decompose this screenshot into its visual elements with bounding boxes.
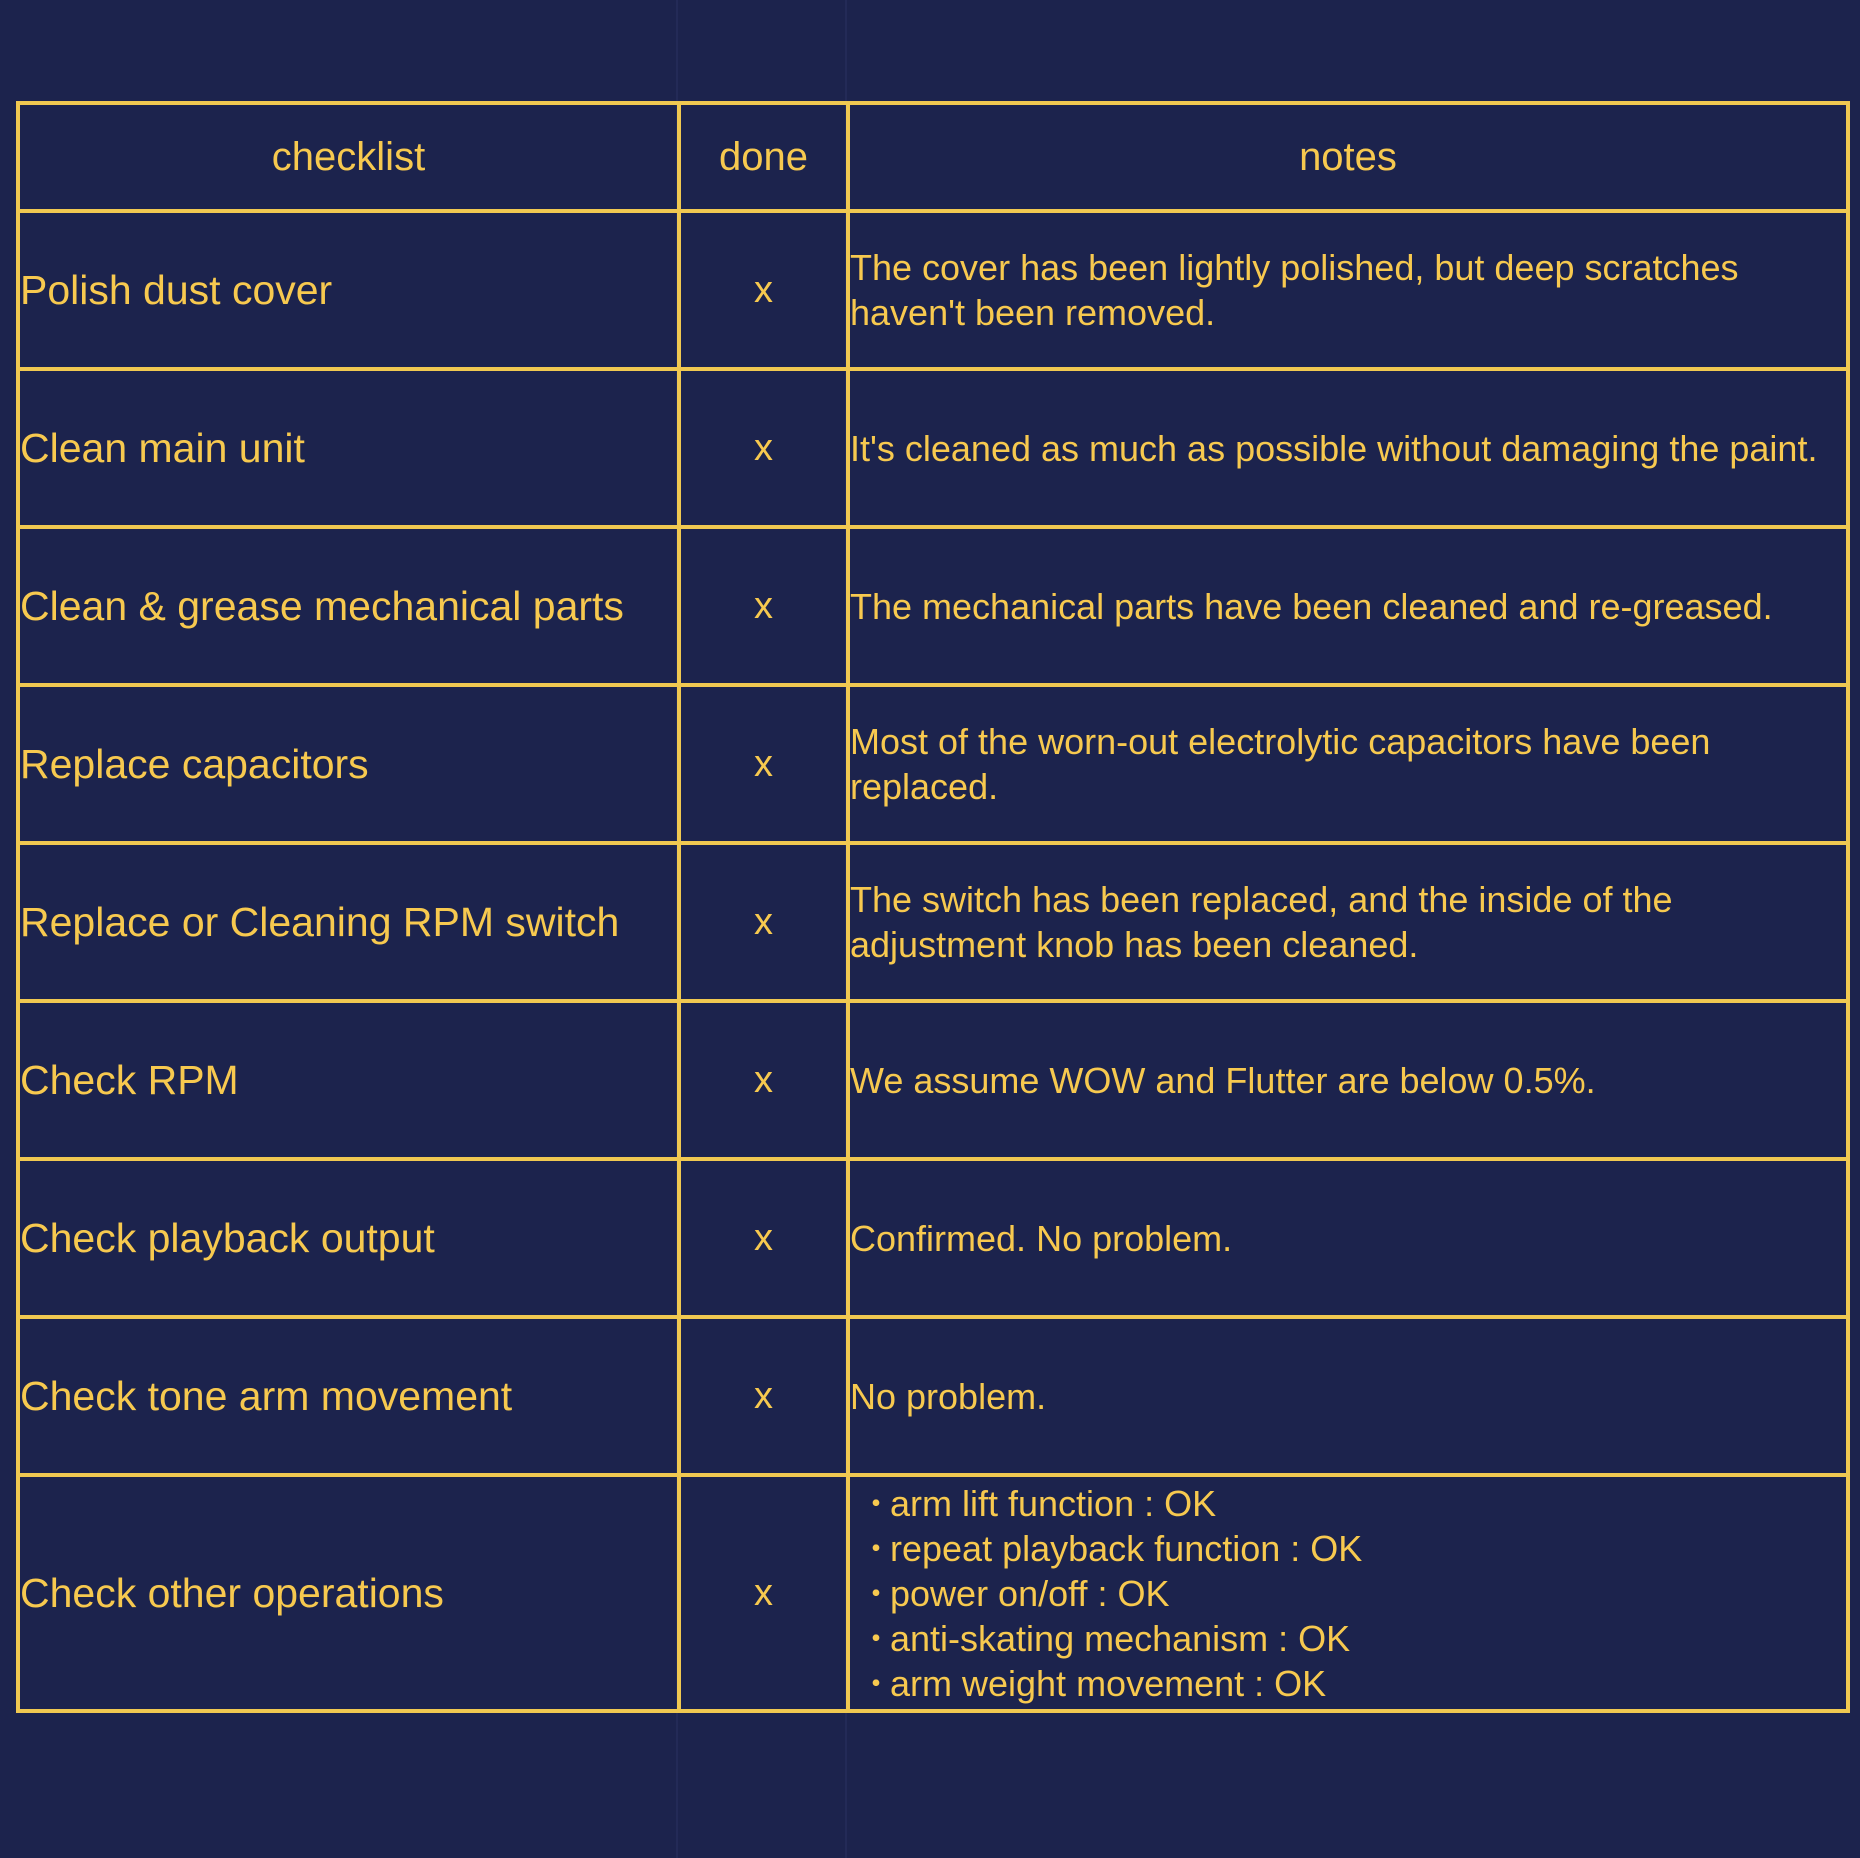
checklist-item: Clean & grease mechanical parts	[18, 527, 679, 685]
checklist-item: Replace or Cleaning RPM switch	[18, 843, 679, 1001]
table-row	[18, 369, 1848, 527]
done-mark: x	[679, 369, 848, 527]
note-text: The mechanical parts have been cleaned and re-greased.	[848, 527, 1848, 685]
note-text: Confirmed. No problem.	[848, 1159, 1848, 1317]
header-row	[18, 103, 1848, 211]
note-text: Most of the worn-out electrolytic capacitors have been replaced.	[848, 685, 1848, 843]
note-text: No problem.	[848, 1317, 1848, 1475]
table-row	[18, 685, 1848, 843]
table-row	[18, 211, 1848, 369]
done-mark: x	[679, 685, 848, 843]
checklist-item: Check tone arm movement	[18, 1317, 679, 1475]
table-row	[18, 843, 1848, 1001]
checklist-item: Polish dust cover	[18, 211, 679, 369]
note-text: We assume WOW and Flutter are below 0.5%.	[848, 1001, 1848, 1159]
done-mark: x	[679, 1475, 848, 1711]
note-bullet-list	[848, 1475, 1848, 1711]
list-item: ・ power on/off : OK	[850, 1571, 1846, 1616]
done-mark: x	[679, 1317, 848, 1475]
table-row	[18, 527, 1848, 685]
column-header-done: done	[679, 103, 848, 211]
checklist-item: Check other operations	[18, 1475, 679, 1711]
table-row	[18, 1159, 1848, 1317]
done-mark: x	[679, 1001, 848, 1159]
checklist-item: Check RPM	[18, 1001, 679, 1159]
operations-list	[850, 1481, 1846, 1706]
done-mark: x	[679, 211, 848, 369]
table-row	[18, 1475, 1848, 1711]
checklist-table	[16, 101, 1850, 1713]
checklist-item: Replace capacitors	[18, 685, 679, 843]
checklist-item: Check playback output	[18, 1159, 679, 1317]
column-header-checklist: checklist	[18, 103, 679, 211]
done-mark: x	[679, 527, 848, 685]
checklist-item: Clean main unit	[18, 369, 679, 527]
note-text: It's cleaned as much as possible without damaging the paint.	[848, 369, 1848, 527]
list-item: ・ anti-skating mechanism : OK	[850, 1616, 1846, 1661]
note-text: The cover has been lightly polished, but deep scratches haven't been removed.	[848, 211, 1848, 369]
table-row	[18, 1317, 1848, 1475]
list-item: ・ arm lift function : OK	[850, 1481, 1846, 1526]
list-item: ・ arm weight movement : OK	[850, 1661, 1846, 1706]
column-header-notes: notes	[848, 103, 1848, 211]
note-text: The switch has been replaced, and the inside of the adjustment knob has been cleaned.	[848, 843, 1848, 1001]
done-mark: x	[679, 1159, 848, 1317]
list-item: ・ repeat playback function : OK	[850, 1526, 1846, 1571]
done-mark: x	[679, 843, 848, 1001]
table-row	[18, 1001, 1848, 1159]
